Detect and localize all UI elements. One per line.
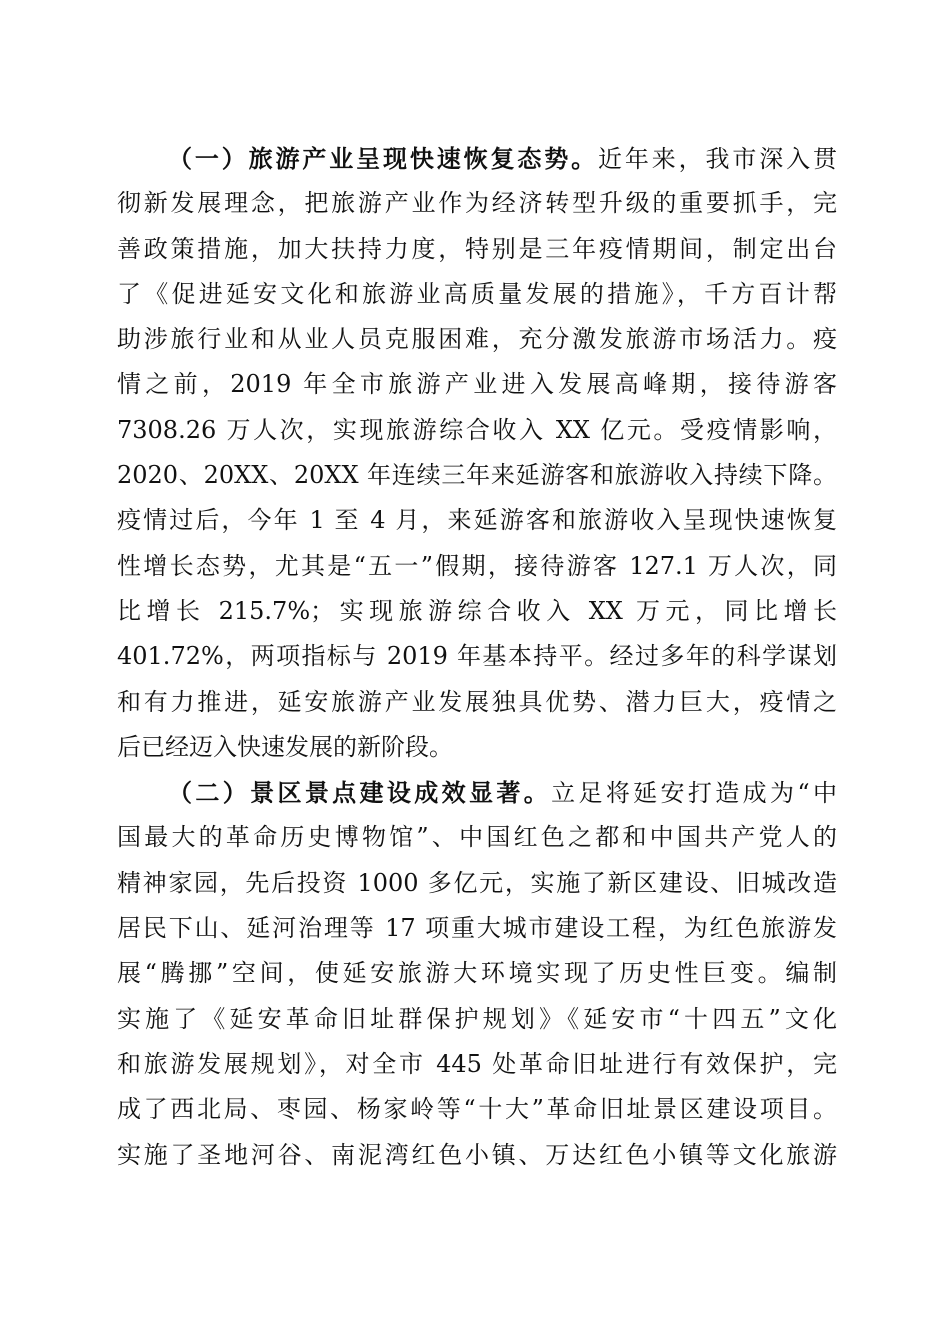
paragraph-1-line-8: 2020、20XX、20XX 年连续三年来延游客和旅游收入持续下降。	[117, 461, 837, 490]
paragraph-1-line-13: 和有力推进，延安旅游产业发展独具优势、潜力巨大，疫情之	[117, 687, 837, 716]
paragraph-1-line-12: 401.72%，两项指标与 2019 年基本持平。经过多年的科学谋划	[117, 642, 837, 671]
paragraph-2-line-2: 国最大的革命历史博物馆”、中国红色之都和中国共产党人的	[117, 823, 837, 852]
paragraph-1-line-9: 疫情过后，今年 1 至 4 月，来延游客和旅游收入呈现快速恢复	[117, 506, 837, 535]
paragraph-1-line-1	[117, 136, 837, 181]
paragraph-2-line-5: 展“腾挪”空间，使延安旅游大环境实现了历史性巨变。编制	[117, 959, 837, 988]
paragraph-2-line-4: 居民下山、延河治理等 17 项重大城市建设工程，为红色旅游发	[117, 914, 837, 943]
paragraph-1-line-1-text: 近年来，我市深入贯	[598, 145, 837, 173]
paragraph-1-line-6: 情之前，2019 年全市旅游产业进入发展高峰期，接待游客	[117, 370, 837, 399]
paragraph-2-line-3: 精神家园，先后投资 1000 多亿元，实施了新区建设、旧城改造	[117, 868, 837, 897]
paragraph-1-line-11: 比增长 215.7%；实现旅游综合收入 XX 万元，同比增长	[117, 596, 837, 625]
paragraph-1-line-14: 后已经迈入快速发展的新阶段。	[117, 732, 453, 761]
paragraph-1-line-5: 助涉旅行业和从业人员克服困难，充分激发旅游市场活力。疫	[117, 325, 837, 354]
paragraph-2-line-1-text: 立足将延安打造成为“中	[551, 779, 837, 808]
paragraph-2-line-7: 和旅游发展规划》，对全市 445 处革命旧址进行有效保护，完	[117, 1049, 837, 1078]
document-body	[117, 136, 837, 1178]
paragraph-1-heading: （一）旅游产业呈现快速恢复态势。	[168, 144, 598, 173]
paragraph-1-line-10: 性增长态势，尤其是“五一”假期，接待游客 127.1 万人次，同	[117, 551, 837, 580]
paragraph-2-line-9: 实施了圣地河谷、南泥湾红色小镇、万达红色小镇等文化旅游	[117, 1140, 837, 1169]
paragraph-2-line-8: 成了西北局、枣园、杨家岭等“十大”革命旧址景区建设项目。	[117, 1095, 837, 1124]
paragraph-1-line-2: 彻新发展理念，把旅游产业作为经济转型升级的重要抓手，完	[117, 189, 837, 218]
paragraph-2-line-1	[117, 770, 837, 815]
paragraph-2-heading: （二）景区景点建设成效显著。	[168, 778, 552, 808]
paragraph-2-line-6: 实施了《延安革命旧址群保护规划》《延安市“十四五”文化	[117, 1004, 837, 1033]
paragraph-1-line-4: 了《促进延安文化和旅游业高质量发展的措施》，千方百计帮	[117, 279, 837, 308]
paragraph-1-line-3: 善政策措施，加大扶持力度，特别是三年疫情期间，制定出台	[117, 234, 837, 263]
paragraph-1-line-7: 7308.26 万人次，实现旅游综合收入 XX 亿元。受疫情影响，	[117, 415, 837, 444]
